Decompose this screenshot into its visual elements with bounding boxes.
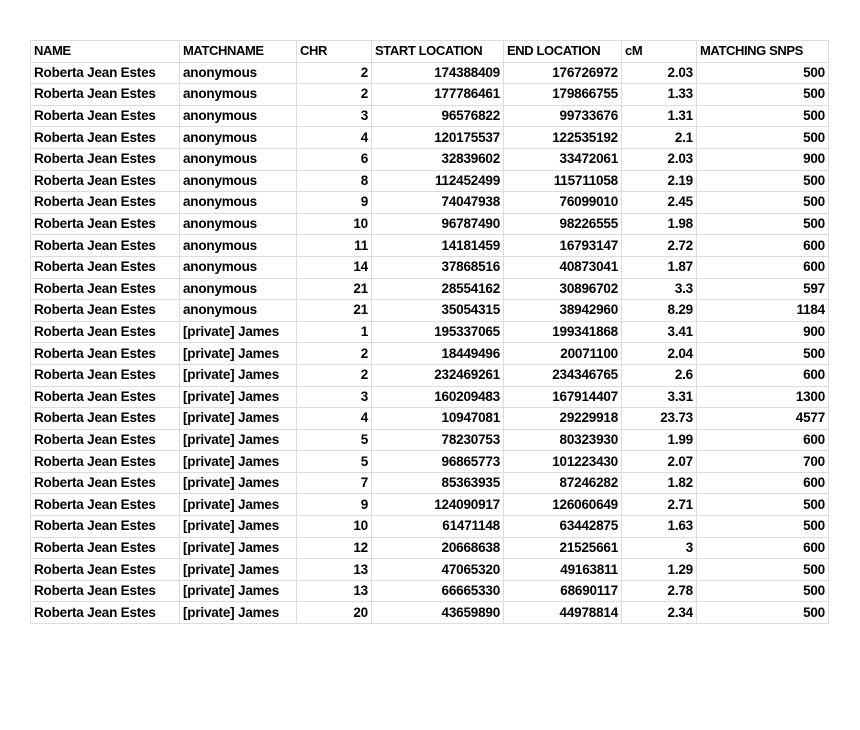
end-location-cell: 44978814	[504, 602, 622, 624]
name-cell: Roberta Jean Estes	[31, 256, 180, 278]
start-location-cell: 66665330	[372, 580, 504, 602]
matchname-cell: anonymous	[180, 278, 297, 300]
table-row	[31, 235, 829, 257]
table-row	[31, 516, 829, 538]
end-location-cell: 49163811	[504, 559, 622, 581]
matchname-cell: [private] James	[180, 343, 297, 365]
cm-cell: 3.41	[622, 321, 697, 343]
matching-snps-cell: 600	[697, 235, 829, 257]
name-cell: Roberta Jean Estes	[31, 559, 180, 581]
start-location-cell: 78230753	[372, 429, 504, 451]
table-row	[31, 148, 829, 170]
chr-cell: 12	[297, 537, 372, 559]
matchname-cell: anonymous	[180, 148, 297, 170]
table-row	[31, 343, 829, 365]
name-cell: Roberta Jean Estes	[31, 321, 180, 343]
end-location-cell: 87246282	[504, 472, 622, 494]
matching-snps-cell: 500	[697, 494, 829, 516]
matchname-cell: anonymous	[180, 256, 297, 278]
chr-cell: 13	[297, 580, 372, 602]
header-name: NAME	[31, 41, 180, 63]
chr-cell: 21	[297, 300, 372, 322]
table-row	[31, 472, 829, 494]
table-row	[31, 537, 829, 559]
name-cell: Roberta Jean Estes	[31, 127, 180, 149]
name-cell: Roberta Jean Estes	[31, 148, 180, 170]
cm-cell: 2.07	[622, 451, 697, 473]
name-cell: Roberta Jean Estes	[31, 105, 180, 127]
end-location-cell: 30896702	[504, 278, 622, 300]
end-location-cell: 98226555	[504, 213, 622, 235]
cm-cell: 1.29	[622, 559, 697, 581]
matchname-cell: [private] James	[180, 408, 297, 430]
chr-cell: 2	[297, 364, 372, 386]
matching-snps-cell: 500	[697, 213, 829, 235]
cm-cell: 2.03	[622, 148, 697, 170]
matching-snps-cell: 597	[697, 278, 829, 300]
matchname-cell: [private] James	[180, 580, 297, 602]
end-location-cell: 63442875	[504, 516, 622, 538]
end-location-cell: 16793147	[504, 235, 622, 257]
chr-cell: 3	[297, 386, 372, 408]
chr-cell: 8	[297, 170, 372, 192]
end-location-cell: 21525661	[504, 537, 622, 559]
start-location-cell: 10947081	[372, 408, 504, 430]
matching-snps-cell: 600	[697, 256, 829, 278]
cm-cell: 1.31	[622, 105, 697, 127]
name-cell: Roberta Jean Estes	[31, 84, 180, 106]
chr-cell: 1	[297, 321, 372, 343]
matching-snps-cell: 500	[697, 62, 829, 84]
cm-cell: 3.31	[622, 386, 697, 408]
start-location-cell: 174388409	[372, 62, 504, 84]
start-location-cell: 18449496	[372, 343, 504, 365]
chr-cell: 21	[297, 278, 372, 300]
matching-snps-cell: 900	[697, 148, 829, 170]
name-cell: Roberta Jean Estes	[31, 343, 180, 365]
matchname-cell: anonymous	[180, 170, 297, 192]
start-location-cell: 160209483	[372, 386, 504, 408]
header-chr: CHR	[297, 41, 372, 63]
cm-cell: 8.29	[622, 300, 697, 322]
matching-snps-cell: 700	[697, 451, 829, 473]
chr-cell: 3	[297, 105, 372, 127]
table-row	[31, 105, 829, 127]
name-cell: Roberta Jean Estes	[31, 300, 180, 322]
table-row	[31, 256, 829, 278]
cm-cell: 2.03	[622, 62, 697, 84]
cm-cell: 23.73	[622, 408, 697, 430]
table-row	[31, 170, 829, 192]
start-location-cell: 232469261	[372, 364, 504, 386]
cm-cell: 1.98	[622, 213, 697, 235]
end-location-cell: 38942960	[504, 300, 622, 322]
name-cell: Roberta Jean Estes	[31, 364, 180, 386]
table-header	[31, 41, 829, 63]
matchname-cell: anonymous	[180, 62, 297, 84]
end-location-cell: 29229918	[504, 408, 622, 430]
cm-cell: 1.63	[622, 516, 697, 538]
end-location-cell: 179866755	[504, 84, 622, 106]
table-row	[31, 213, 829, 235]
name-cell: Roberta Jean Estes	[31, 580, 180, 602]
matchname-cell: [private] James	[180, 364, 297, 386]
name-cell: Roberta Jean Estes	[31, 537, 180, 559]
start-location-cell: 14181459	[372, 235, 504, 257]
start-location-cell: 85363935	[372, 472, 504, 494]
chr-cell: 13	[297, 559, 372, 581]
matching-snps-cell: 500	[697, 516, 829, 538]
chr-cell: 9	[297, 494, 372, 516]
start-location-cell: 61471148	[372, 516, 504, 538]
matching-snps-cell: 500	[697, 105, 829, 127]
matchname-cell: [private] James	[180, 559, 297, 581]
cm-cell: 2.04	[622, 343, 697, 365]
table-row	[31, 408, 829, 430]
table-body	[31, 62, 829, 623]
start-location-cell: 120175537	[372, 127, 504, 149]
chr-cell: 7	[297, 472, 372, 494]
cm-cell: 2.1	[622, 127, 697, 149]
cm-cell: 2.6	[622, 364, 697, 386]
name-cell: Roberta Jean Estes	[31, 386, 180, 408]
cm-cell: 2.71	[622, 494, 697, 516]
start-location-cell: 47065320	[372, 559, 504, 581]
chr-cell: 4	[297, 408, 372, 430]
chr-cell: 4	[297, 127, 372, 149]
table-row	[31, 127, 829, 149]
matching-snps-cell: 500	[697, 84, 829, 106]
matching-snps-cell: 1184	[697, 300, 829, 322]
cm-cell: 1.82	[622, 472, 697, 494]
matchname-cell: anonymous	[180, 127, 297, 149]
cm-cell: 3	[622, 537, 697, 559]
chr-cell: 20	[297, 602, 372, 624]
table-row	[31, 62, 829, 84]
header-matchname: MATCHNAME	[180, 41, 297, 63]
chr-cell: 5	[297, 451, 372, 473]
start-location-cell: 96865773	[372, 451, 504, 473]
table-row	[31, 84, 829, 106]
matching-snps-cell: 900	[697, 321, 829, 343]
matchname-cell: [private] James	[180, 472, 297, 494]
start-location-cell: 195337065	[372, 321, 504, 343]
match-segments-table	[30, 40, 829, 624]
table-row	[31, 451, 829, 473]
end-location-cell: 40873041	[504, 256, 622, 278]
matching-snps-cell: 500	[697, 602, 829, 624]
end-location-cell: 99733676	[504, 105, 622, 127]
start-location-cell: 32839602	[372, 148, 504, 170]
header-cm: cM	[622, 41, 697, 63]
end-location-cell: 126060649	[504, 494, 622, 516]
chr-cell: 2	[297, 84, 372, 106]
chr-cell: 10	[297, 516, 372, 538]
cm-cell: 1.33	[622, 84, 697, 106]
end-location-cell: 176726972	[504, 62, 622, 84]
table-row	[31, 602, 829, 624]
header-matching-snps: MATCHING SNPS	[697, 41, 829, 63]
matchname-cell: [private] James	[180, 494, 297, 516]
table-row	[31, 321, 829, 343]
start-location-cell: 28554162	[372, 278, 504, 300]
start-location-cell: 96787490	[372, 213, 504, 235]
matchname-cell: anonymous	[180, 235, 297, 257]
name-cell: Roberta Jean Estes	[31, 235, 180, 257]
start-location-cell: 35054315	[372, 300, 504, 322]
table-row	[31, 192, 829, 214]
name-cell: Roberta Jean Estes	[31, 192, 180, 214]
cm-cell: 1.99	[622, 429, 697, 451]
cm-cell: 2.45	[622, 192, 697, 214]
table-row	[31, 580, 829, 602]
matching-snps-cell: 600	[697, 537, 829, 559]
end-location-cell: 76099010	[504, 192, 622, 214]
start-location-cell: 74047938	[372, 192, 504, 214]
start-location-cell: 37868516	[372, 256, 504, 278]
start-location-cell: 124090917	[372, 494, 504, 516]
name-cell: Roberta Jean Estes	[31, 408, 180, 430]
name-cell: Roberta Jean Estes	[31, 494, 180, 516]
end-location-cell: 68690117	[504, 580, 622, 602]
header-start-location: START LOCATION	[372, 41, 504, 63]
matchname-cell: [private] James	[180, 602, 297, 624]
matchname-cell: anonymous	[180, 84, 297, 106]
table-row	[31, 364, 829, 386]
cm-cell: 1.87	[622, 256, 697, 278]
name-cell: Roberta Jean Estes	[31, 451, 180, 473]
matching-snps-cell: 500	[697, 127, 829, 149]
table-row	[31, 559, 829, 581]
matchname-cell: anonymous	[180, 213, 297, 235]
table-row	[31, 494, 829, 516]
cm-cell: 2.78	[622, 580, 697, 602]
matchname-cell: [private] James	[180, 321, 297, 343]
matchname-cell: [private] James	[180, 516, 297, 538]
end-location-cell: 234346765	[504, 364, 622, 386]
start-location-cell: 177786461	[372, 84, 504, 106]
cm-cell: 2.72	[622, 235, 697, 257]
matching-snps-cell: 600	[697, 364, 829, 386]
chr-cell: 11	[297, 235, 372, 257]
end-location-cell: 167914407	[504, 386, 622, 408]
chr-cell: 6	[297, 148, 372, 170]
end-location-cell: 80323930	[504, 429, 622, 451]
name-cell: Roberta Jean Estes	[31, 62, 180, 84]
matchname-cell: anonymous	[180, 300, 297, 322]
start-location-cell: 20668638	[372, 537, 504, 559]
matching-snps-cell: 600	[697, 429, 829, 451]
name-cell: Roberta Jean Estes	[31, 213, 180, 235]
matchname-cell: anonymous	[180, 192, 297, 214]
matchname-cell: [private] James	[180, 386, 297, 408]
end-location-cell: 115711058	[504, 170, 622, 192]
chr-cell: 9	[297, 192, 372, 214]
chr-cell: 14	[297, 256, 372, 278]
table-row	[31, 278, 829, 300]
start-location-cell: 43659890	[372, 602, 504, 624]
matching-snps-cell: 500	[697, 170, 829, 192]
name-cell: Roberta Jean Estes	[31, 278, 180, 300]
cm-cell: 2.34	[622, 602, 697, 624]
name-cell: Roberta Jean Estes	[31, 602, 180, 624]
matching-snps-cell: 500	[697, 580, 829, 602]
name-cell: Roberta Jean Estes	[31, 170, 180, 192]
start-location-cell: 96576822	[372, 105, 504, 127]
header-end-location: END LOCATION	[504, 41, 622, 63]
table-row	[31, 300, 829, 322]
matchname-cell: anonymous	[180, 105, 297, 127]
matching-snps-cell: 1300	[697, 386, 829, 408]
start-location-cell: 112452499	[372, 170, 504, 192]
cm-cell: 2.19	[622, 170, 697, 192]
matchname-cell: [private] James	[180, 537, 297, 559]
matching-snps-cell: 4577	[697, 408, 829, 430]
cm-cell: 3.3	[622, 278, 697, 300]
end-location-cell: 33472061	[504, 148, 622, 170]
matchname-cell: [private] James	[180, 429, 297, 451]
matching-snps-cell: 500	[697, 559, 829, 581]
table-row	[31, 429, 829, 451]
matching-snps-cell: 600	[697, 472, 829, 494]
name-cell: Roberta Jean Estes	[31, 516, 180, 538]
chr-cell: 10	[297, 213, 372, 235]
matching-snps-cell: 500	[697, 343, 829, 365]
header-row	[31, 41, 829, 63]
name-cell: Roberta Jean Estes	[31, 429, 180, 451]
table-row	[31, 386, 829, 408]
name-cell: Roberta Jean Estes	[31, 472, 180, 494]
chr-cell: 2	[297, 62, 372, 84]
end-location-cell: 101223430	[504, 451, 622, 473]
matching-snps-cell: 500	[697, 192, 829, 214]
matchname-cell: [private] James	[180, 451, 297, 473]
end-location-cell: 20071100	[504, 343, 622, 365]
chr-cell: 5	[297, 429, 372, 451]
end-location-cell: 122535192	[504, 127, 622, 149]
end-location-cell: 199341868	[504, 321, 622, 343]
chr-cell: 2	[297, 343, 372, 365]
